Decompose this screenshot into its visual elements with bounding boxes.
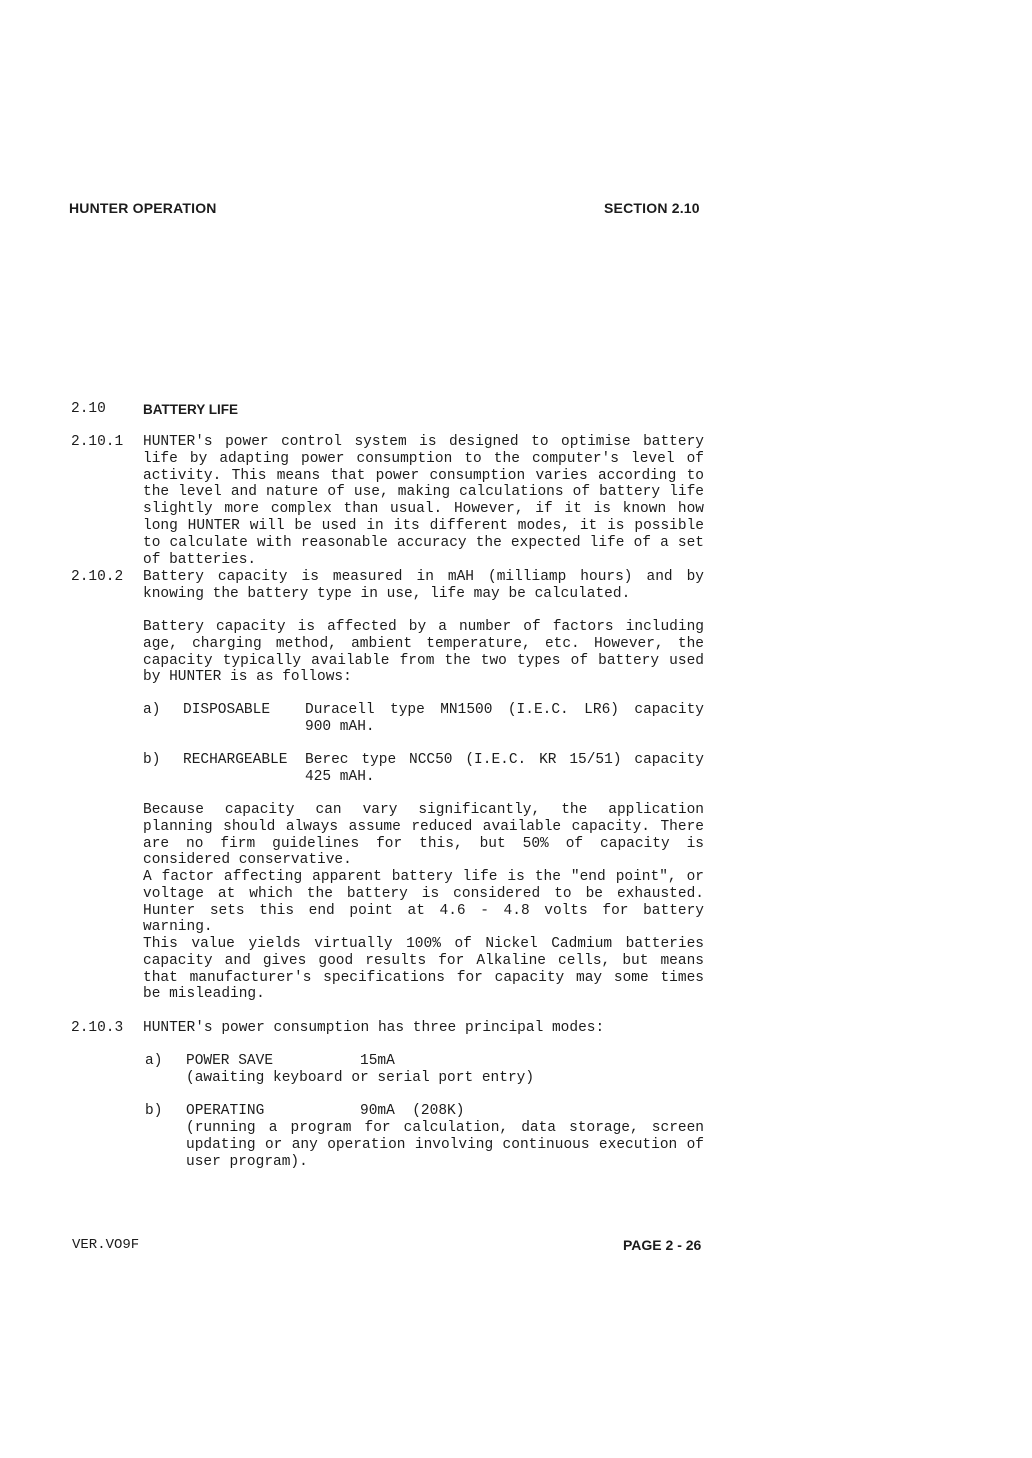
section-title: BATTERY LIFE [143, 402, 239, 417]
battery-item-name: DISPOSABLE [183, 702, 271, 718]
subsection-number-2-10-1: 2.10.1 [71, 434, 124, 450]
paragraph-2-10-2-factors: Battery capacity is affected by a number of factors including age, charging method, ambient temperature, etc. However, the capacity typically available from the two types of battery used by HUNTER is as follows: [143, 619, 704, 686]
subsection-number-2-10-3: 2.10.3 [71, 1020, 124, 1036]
mode-letter: b) [145, 1103, 163, 1119]
battery-item-letter: b) [143, 752, 161, 768]
paragraph-2-10-2-end-point: A factor affecting apparent battery life is the "end point", or voltage at which the battery is considered to be exhausted. Hunter sets this end point at 4.6 - 4.8 volts for battery warning. [143, 869, 704, 936]
battery-item-desc: Duracell type MN1500 (I.E.C. LR6) capacity 900 mAH. [305, 702, 704, 735]
mode-name: POWER SAVE [186, 1053, 274, 1069]
paragraph-2-10-2-nickel-cadmium: This value yields virtually 100% of Nickel Cadmium batteries capacity and gives good results for Alkaline cells, but means that manufacturer's specifications for capacity may some times be misleading. [143, 936, 704, 1003]
paragraph-2-10-1: HUNTER's power control system is designed to optimise battery life by adapting power consumption to the computer's level of activity. This means that power consumption varies according to the level and nature of use, making calculations of battery life slightly more complex than usual. However, if it is known how long HUNTER will be used in its different modes, it is possible to calculate with reasonable accuracy the expected life of a set of batteries. [143, 434, 704, 568]
mode-name: OPERATING [186, 1103, 265, 1119]
mode-desc: (awaiting keyboard or serial port entry) [186, 1070, 535, 1086]
section-number: 2.10 [71, 401, 106, 417]
mode-value: 15mA [360, 1053, 395, 1069]
mode-desc: (running a program for calculation, data storage, screen updating or any operation involving continuous execution of user program). [186, 1120, 704, 1170]
footer-page-number: PAGE 2 - 26 [623, 1237, 702, 1253]
mode-letter: a) [145, 1053, 163, 1069]
battery-item-letter: a) [143, 702, 161, 718]
battery-item-desc: Berec type NCC50 (I.E.C. KR 15/51) capacity 425 mAH. [305, 752, 704, 785]
mode-value: 90mA (208K) [360, 1103, 465, 1119]
footer-version: VER.VO9F [72, 1237, 140, 1253]
paragraph-2-10-3-intro: HUNTER's power consumption has three principal modes: [143, 1020, 605, 1036]
paragraph-2-10-2-planning: Because capacity can vary significantly, the application planning should always assume reduced available capacity. There are no firm guidelines for this, but 50% of capacity is considered conservative. [143, 802, 704, 869]
battery-item-name: RECHARGEABLE [183, 752, 288, 768]
header-title: HUNTER OPERATION [69, 200, 217, 216]
header-section: SECTION 2.10 [604, 200, 700, 216]
subsection-number-2-10-2: 2.10.2 [71, 569, 124, 585]
paragraph-2-10-2-capacity: Battery capacity is measured in mAH (milliamp hours) and by knowing the battery type in use, life may be calculated. [143, 569, 704, 602]
